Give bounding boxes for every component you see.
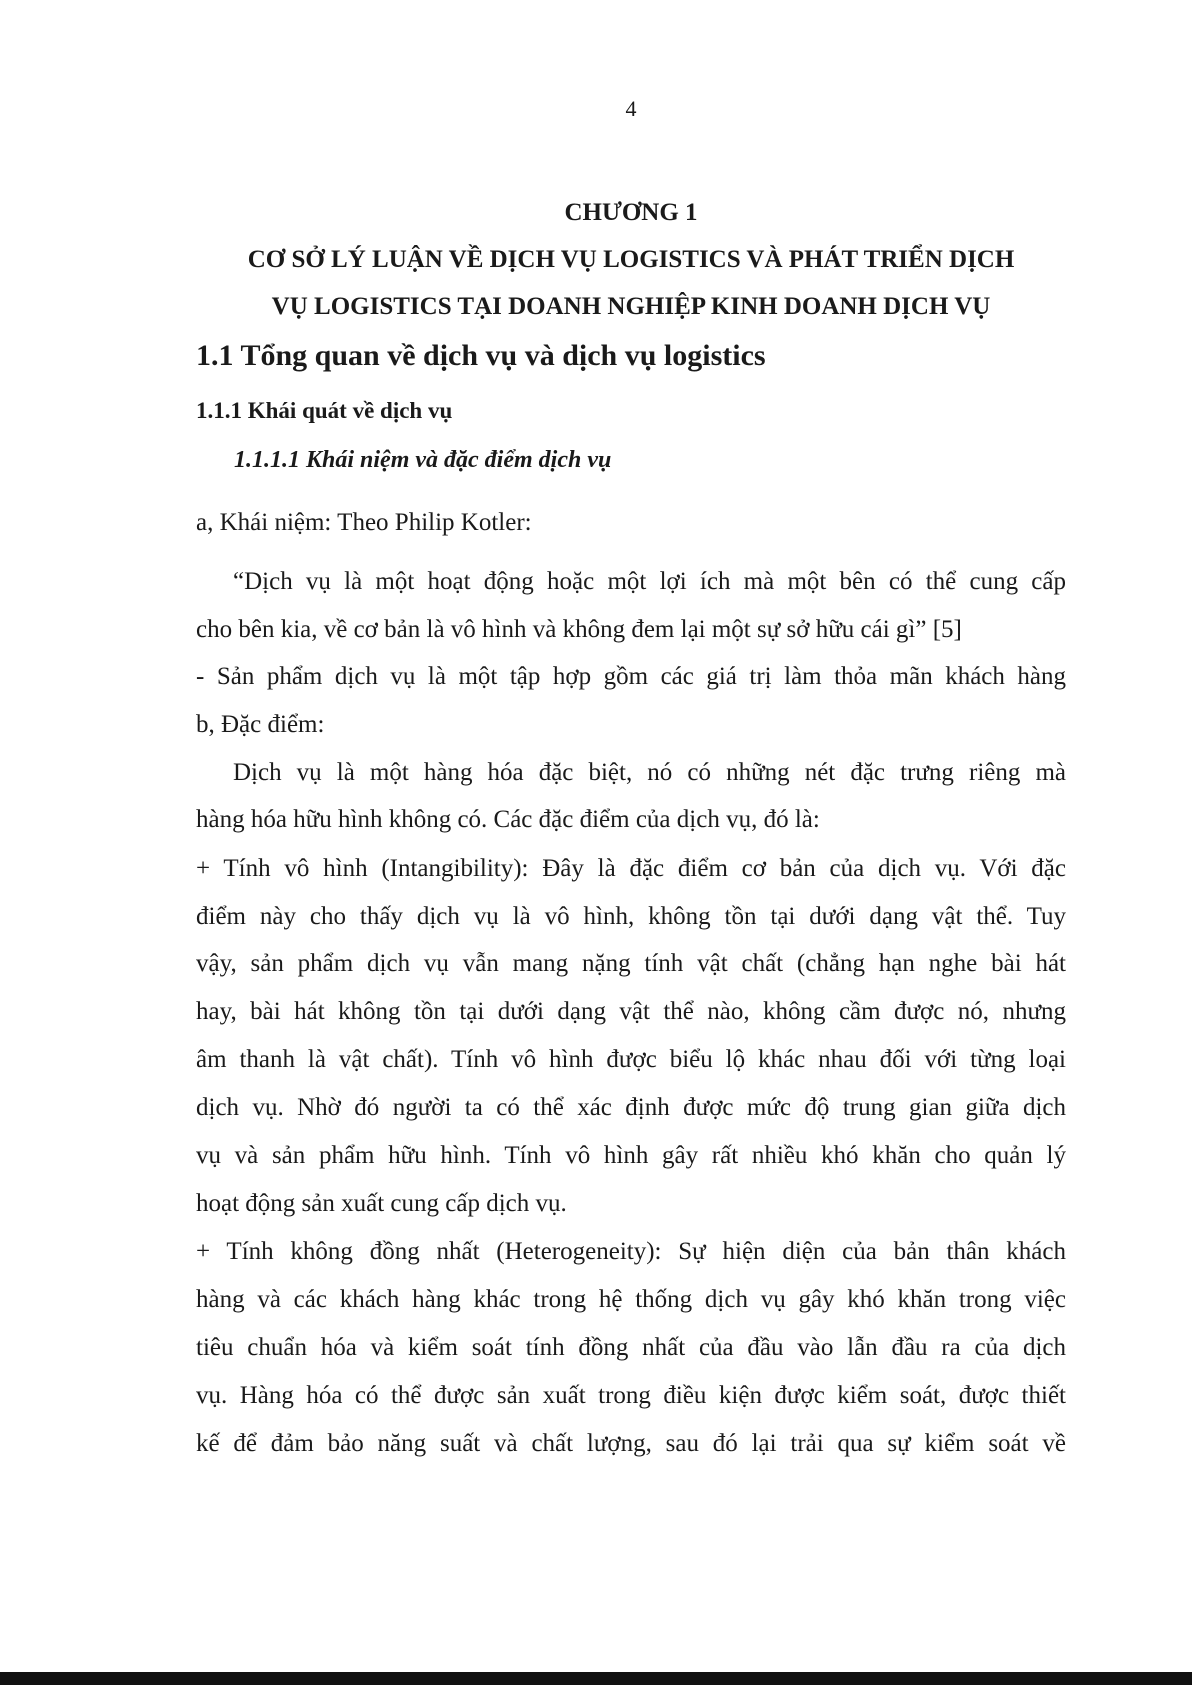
text-line: điểm này cho thấy dịch vụ là vô hình, không tồn tại dưới dạng vật thể. Tuy [196,903,1066,930]
text-line: vụ và sản phẩm hữu hình. Tính vô hình gây rất nhiều khó khăn cho quản lý [196,1142,1066,1169]
text-line: “Dịch vụ là một hoạt động hoặc một lợi ích mà một bên có thể cung cấp [233,568,1066,595]
bottom-border-bar [0,1672,1192,1685]
text-line: kế để đảm bảo năng suất và chất lượng, sau đó lại trải qua sự kiểm soát về [196,1430,1066,1457]
text-line: + Tính vô hình (Intangibility): Đây là đặc điểm cơ bản của dịch vụ. Với đặc [196,855,1066,882]
text-line: hoạt động sản xuất cung cấp dịch vụ. [196,1190,567,1217]
text-line: tiêu chuẩn hóa và kiểm soát tính đồng nhất của đầu vào lẫn đầu ra của dịch [196,1334,1066,1361]
chapter-title-line-2: VỤ LOGISTICS TẠI DOANH NGHIỆP KINH DOANH DỊCH VỤ [271,293,991,320]
text-line: b, Đặc điểm: [196,711,325,738]
text-line: vụ. Hàng hóa có thể được sản xuất trong điều kiện được kiểm soát, được thiết [196,1382,1066,1409]
text-line: - Sản phẩm dịch vụ là một tập hợp gồm các giá trị làm thỏa mãn khách hàng [196,663,1066,690]
text-line: Dịch vụ là một hàng hóa đặc biệt, nó có những nét đặc trưng riêng mà [233,759,1066,786]
chapter-title-line-1: CƠ SỞ LÝ LUẬN VỀ DỊCH VỤ LOGISTICS VÀ PHÁT TRIỂN DỊCH [247,246,1015,273]
text-line: dịch vụ. Nhờ đó người ta có thể xác định được mức độ trung gian giữa dịch [196,1094,1066,1121]
chapter-label: CHƯƠNG 1 [564,199,698,226]
text-line: a, Khái niệm: Theo Philip Kotler: [196,509,532,536]
text-line: cho bên kia, về cơ bản là vô hình và không đem lại một sự sở hữu cái gì” [5] [196,616,962,643]
page-number: 4 [625,96,637,121]
text-line: vậy, sản phẩm dịch vụ vẫn mang nặng tính vật chất (chẳng hạn nghe bài hát [196,950,1066,977]
section-heading-1-1: 1.1 Tổng quan về dịch vụ và dịch vụ logistics [196,339,766,372]
text-line: + Tính không đồng nhất (Heterogeneity): Sự hiện diện của bản thân khách [196,1238,1066,1265]
text-line: hay, bài hát không tồn tại dưới dạng vật thể nào, không cầm được nó, nhưng [196,998,1066,1025]
section-heading-1-1-1: 1.1.1 Khái quát về dịch vụ [196,398,453,423]
text-line: âm thanh là vật chất). Tính vô hình được biểu lộ khác nhau đối với từng loại [196,1046,1066,1073]
text-line: hàng hóa hữu hình không có. Các đặc điểm của dịch vụ, đó là: [196,806,820,833]
text-line: hàng và các khách hàng khác trong hệ thống dịch vụ gây khó khăn trong việc [196,1286,1066,1313]
section-heading-1-1-1-1: 1.1.1.1 Khái niệm và đặc điểm dịch vụ [234,447,612,473]
